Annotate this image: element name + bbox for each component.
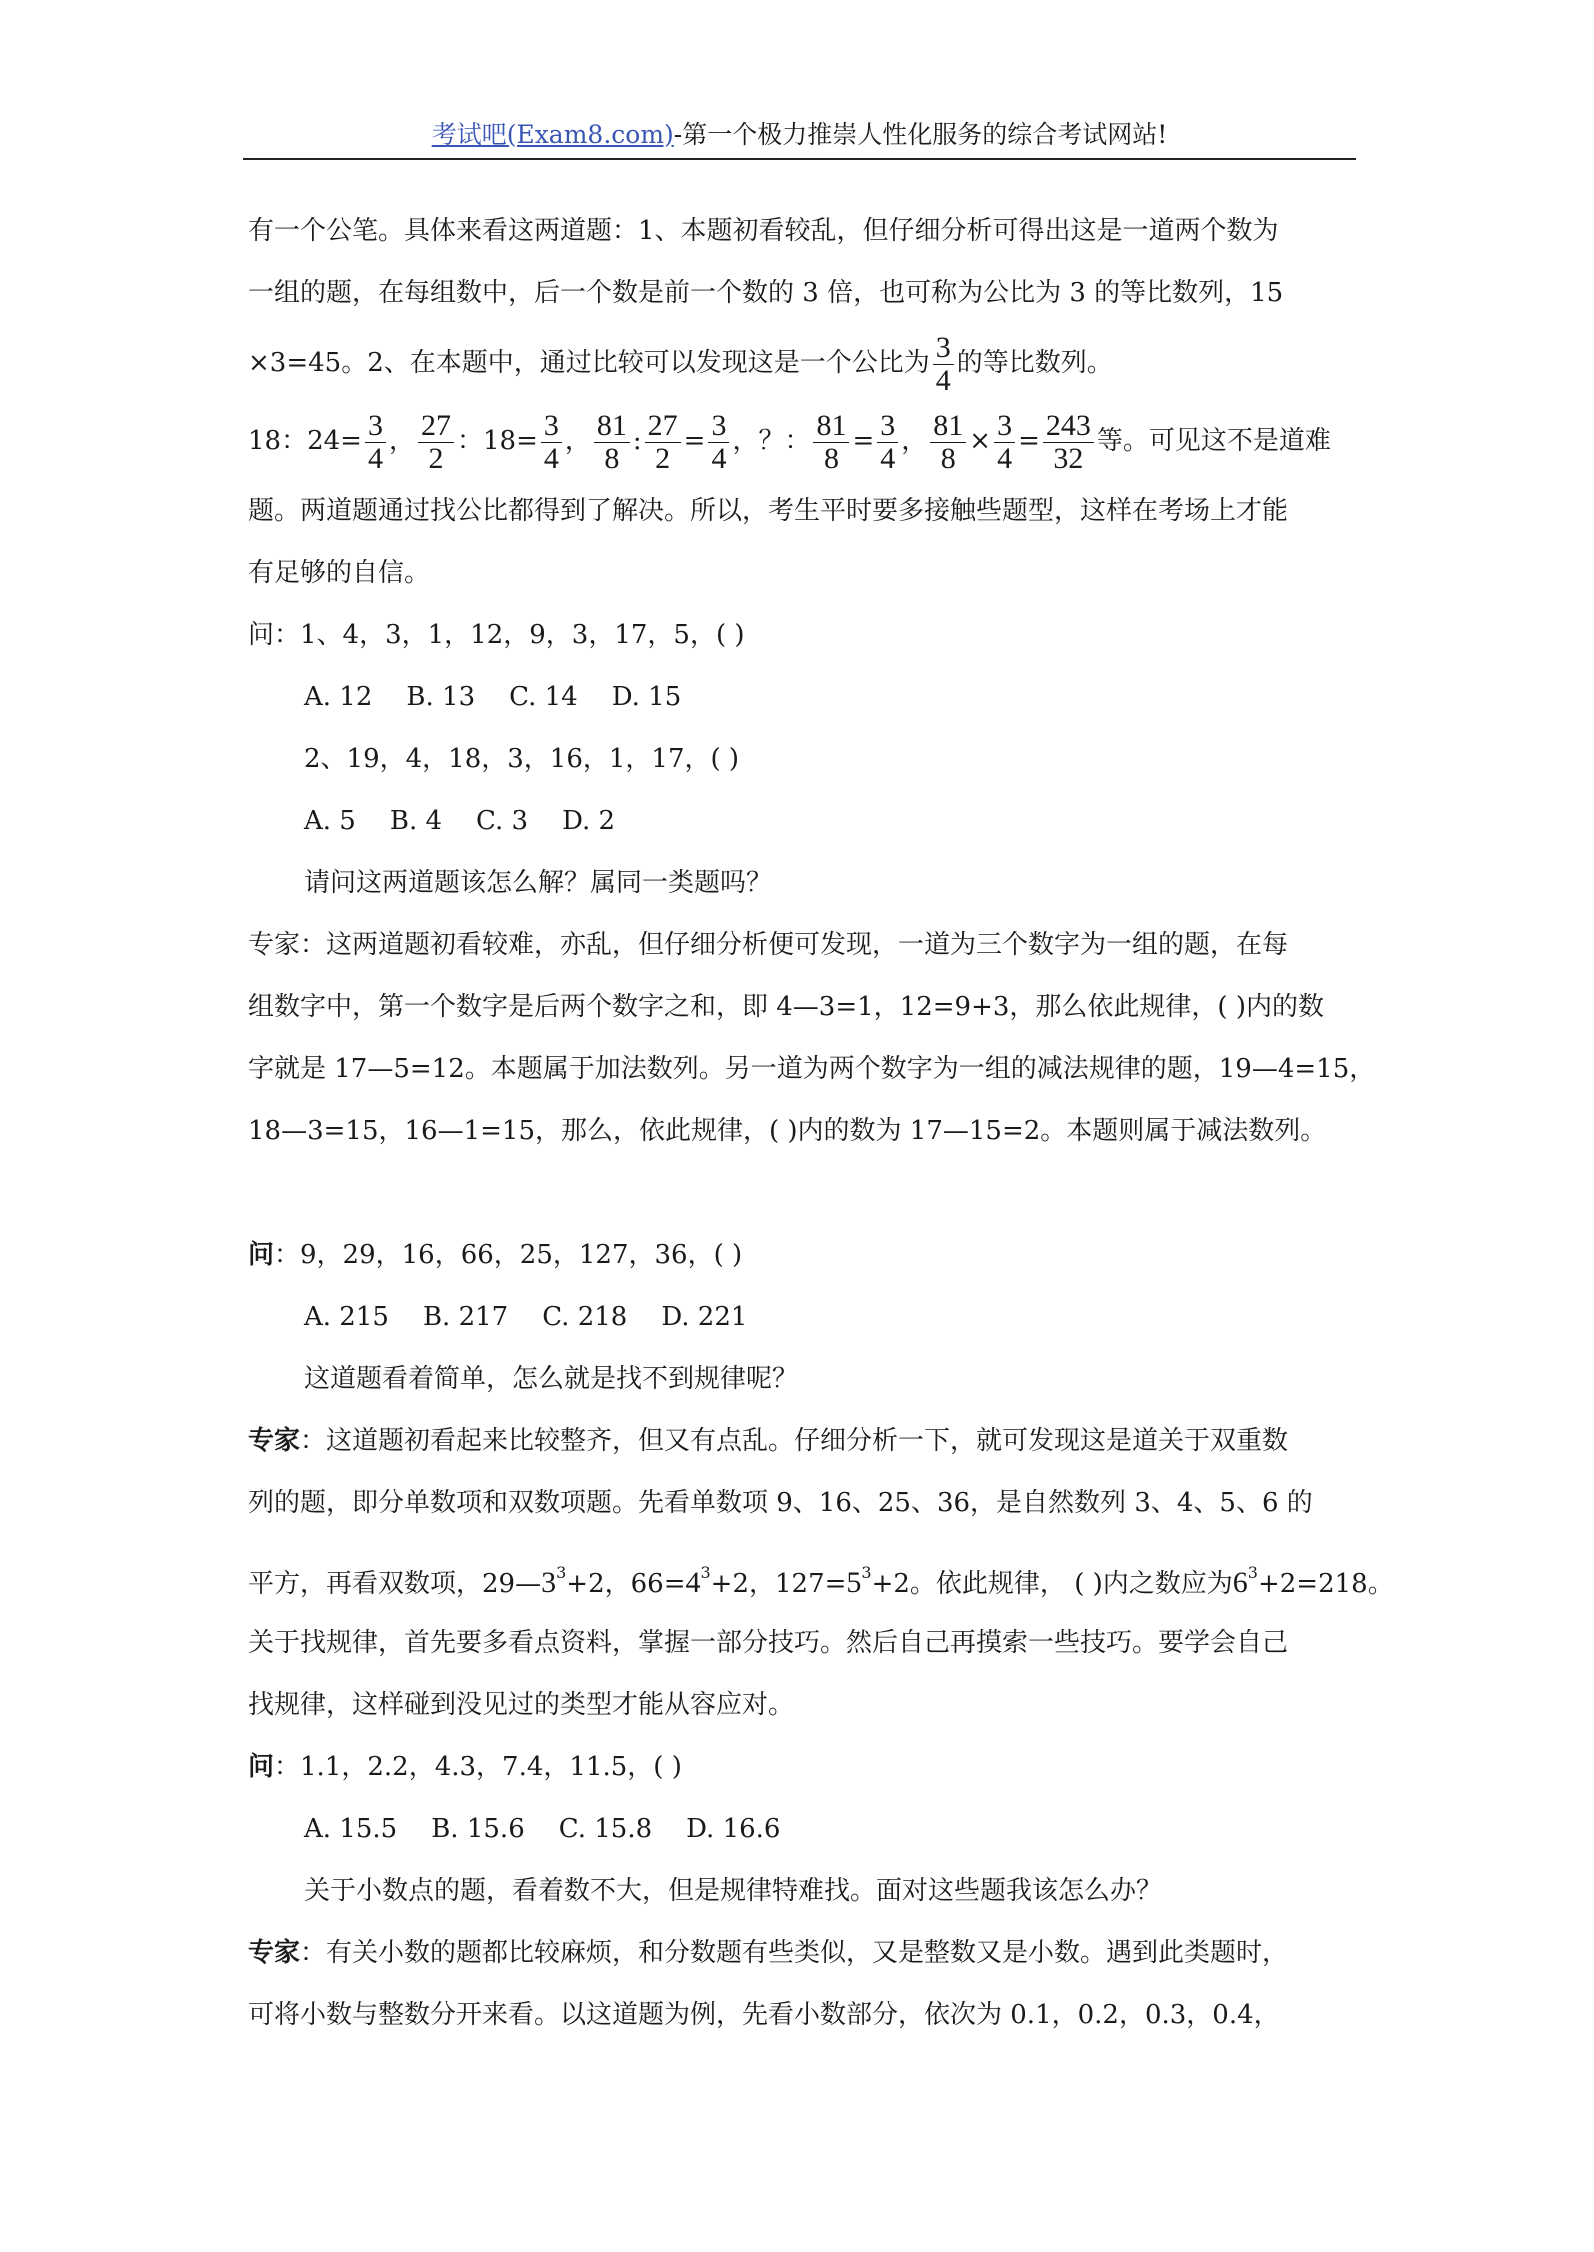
answer-line	[248, 1922, 1358, 1984]
fraction	[877, 410, 898, 475]
text-span: 等。可见这不是道难	[1096, 426, 1331, 456]
power-exponent: 3	[861, 1563, 872, 1582]
fraction-numerator: 243	[1043, 410, 1094, 443]
fraction-denominator: 8	[823, 441, 839, 475]
option-c: C. 3	[476, 806, 529, 836]
options-line	[248, 790, 1358, 852]
fraction-numerator: 81	[594, 410, 630, 443]
question-text: ：9，29，16，66，25，127，36，( )	[274, 1240, 743, 1270]
question-label: 问	[248, 1752, 275, 1782]
fraction-numerator: 81	[930, 410, 966, 443]
fraction-denominator: 8	[604, 441, 620, 475]
text-span: 平方，再看双数项，29—	[248, 1569, 542, 1599]
fraction-numerator: 3	[541, 410, 562, 443]
options-line	[248, 666, 1358, 728]
fraction-denominator: 8	[940, 441, 956, 475]
expert-label: 专家	[248, 1426, 301, 1456]
fraction-denominator: 4	[367, 441, 383, 475]
answer-line: 18—3=15，16—1=15，那么，依此规律，( )内的数为 17—15=2。本题则属于减法数列。	[248, 1116, 1327, 1146]
fraction	[813, 410, 849, 475]
page-header	[243, 118, 1356, 152]
answer-text: ：这道题初看起来比较整齐，但又有点乱。仔细分析一下，就可发现这是道关于双重数	[300, 1426, 1289, 1456]
option-c: C. 15.8	[558, 1814, 653, 1844]
fraction-numerator: 27	[418, 410, 454, 443]
answer-text: ：有关小数的题都比较麻烦，和分数题有些类似，又是整数又是小数。遇到此类题时，	[300, 1938, 1289, 1968]
question-line: 问：1、4，3，1，12，9，3，17，5，( )	[248, 620, 745, 650]
text-span: ：18=	[456, 426, 538, 456]
option-d: D. 16.6	[686, 1814, 781, 1844]
fraction	[933, 332, 954, 397]
answer-line: 专家：这两道题初看较难，亦乱，但仔细分析便可发现，一道为三个数字为一组的题，在每	[248, 930, 1289, 960]
fraction-denominator: 4	[997, 441, 1013, 475]
option-d: D. 15	[611, 682, 682, 712]
answer-line: 列的题，即分单数项和双数项题。先看单数项 9、16、25、36，是自然数列 3、4、5、6 的	[248, 1488, 1313, 1518]
fraction-denominator: 4	[935, 363, 951, 397]
text-span: ，？：	[732, 426, 811, 456]
answer-line	[248, 1410, 1358, 1472]
expert-label: 专家	[248, 1938, 301, 1968]
fraction-numerator: 3	[994, 410, 1015, 443]
document-body	[248, 200, 1394, 2046]
power-base: 4	[685, 1566, 701, 1599]
ask-line: 请问这两道题该怎么解？属同一类题吗？	[304, 868, 773, 898]
fraction	[1043, 410, 1094, 475]
fraction-denominator: 32	[1053, 441, 1084, 475]
fraction-numerator: 81	[813, 410, 849, 443]
answer-line: 关于找规律，首先要多看点资料，掌握一部分技巧。然后自己再摸索一些技巧。要学会自己	[248, 1628, 1289, 1658]
text-span: =	[852, 426, 875, 456]
ask-line: 关于小数点的题，看着数不大，但是规律特难找。面对这些题我该怎么办？	[304, 1876, 1163, 1906]
ask-line: 这道题看着简单，怎么就是找不到规律呢？	[304, 1364, 799, 1394]
answer-line: 可将小数与整数分开来看。以这道题为例，先看小数部分，依次为 0.1，0.2，0.3，0.4，	[248, 2000, 1280, 2030]
question-line: 2、19，4，18，3，16，1，17，( )	[304, 744, 740, 774]
fraction-denominator: 2	[655, 441, 671, 475]
option-c: C. 218	[542, 1302, 628, 1332]
text-span: =	[1018, 426, 1040, 456]
fraction-denominator: 4	[711, 441, 727, 475]
answer-line	[248, 1534, 1394, 1612]
option-b: B. 217	[422, 1302, 509, 1332]
answer-line: 字就是 17—5=12。本题属于加法数列。另一道为两个数字为一组的减法规律的题，19—4=15，	[248, 1054, 1376, 1084]
question-text: ：1.1，2.2，4.3，7.4，11.5，( )	[274, 1752, 682, 1782]
text-span: +2。依此规律， ( )内之数应为	[871, 1569, 1233, 1599]
text-line: 有足够的自信。	[248, 558, 431, 588]
text-line: 题。两道题通过找公比都得到了解决。所以，考生平时要多接触些题型，这样在考场上才能	[248, 496, 1289, 526]
text-span: ，	[388, 426, 415, 456]
text-span: :	[632, 426, 642, 456]
text-span: ，	[901, 426, 928, 456]
option-a: A. 5	[304, 806, 356, 836]
text-span: +2=218。	[1257, 1569, 1394, 1599]
fraction	[594, 410, 630, 475]
text-span: =	[683, 426, 706, 456]
options-line	[248, 1286, 1358, 1348]
text-span: ×	[969, 426, 992, 456]
text-line	[248, 324, 1358, 402]
question-line	[248, 1224, 1358, 1286]
fraction	[418, 410, 454, 475]
header-tagline: -第一个极力推崇人性化服务的综合考试网站!	[673, 120, 1168, 149]
fraction-numerator: 3	[365, 410, 386, 443]
power-base: 3	[541, 1566, 557, 1599]
fraction-denominator: 2	[428, 441, 444, 475]
spacer	[248, 1162, 1358, 1224]
options-line	[248, 1798, 1358, 1860]
power-exponent: 3	[700, 1563, 711, 1582]
fraction	[541, 410, 562, 475]
fraction-denominator: 4	[543, 441, 559, 475]
text-span: ×3=45。2、在本题中，通过比较可以发现这是一个公比为	[248, 348, 930, 378]
text-line: 一组的题，在每组数中，后一个数是前一个数的 3 倍，也可称为公比为 3 的等比数列，15	[248, 278, 1284, 308]
fraction	[708, 410, 729, 475]
text-span: 的等比数列。	[956, 348, 1113, 378]
text-span: 18：24=	[248, 426, 362, 456]
fraction	[994, 410, 1015, 475]
fraction-numerator: 3	[933, 332, 954, 365]
power-exponent: 3	[556, 1563, 567, 1582]
text-span: +2，66=	[566, 1569, 686, 1599]
fraction	[930, 410, 966, 475]
fraction-numerator: 27	[645, 410, 681, 443]
option-a: A. 215	[304, 1302, 389, 1332]
option-b: B. 15.6	[431, 1814, 525, 1844]
fraction	[365, 410, 386, 475]
option-d: D. 2	[562, 806, 616, 836]
fraction-numerator: 3	[708, 410, 729, 443]
site-link[interactable]: 考试吧(Exam8.com)	[431, 120, 674, 149]
fraction	[645, 410, 681, 475]
power-base: 6	[1232, 1566, 1248, 1599]
question-label: 问	[248, 1240, 275, 1270]
ratio-line	[248, 402, 1358, 480]
text-span: ，	[564, 426, 591, 456]
answer-line: 组数字中，第一个数字是后两个数字之和，即 4—3=1，12=9+3，那么依此规律，( )内的数	[248, 992, 1324, 1022]
power-base: 5	[846, 1566, 862, 1599]
text-line: 有一个公笔。具体来看这两道题：1、本题初看较乱，但仔细分析可得出这是一道两个数为	[248, 216, 1279, 246]
fraction-numerator: 3	[877, 410, 898, 443]
text-span: +2，127=	[710, 1569, 847, 1599]
option-a: A. 12	[304, 682, 373, 712]
question-line	[248, 1736, 1358, 1798]
option-b: B. 13	[406, 682, 476, 712]
power-exponent: 3	[1247, 1563, 1258, 1582]
option-a: A. 15.5	[304, 1814, 398, 1844]
option-c: C. 14	[509, 682, 578, 712]
header-rule	[243, 158, 1356, 160]
option-b: B. 4	[389, 806, 443, 836]
answer-line: 找规律，这样碰到没见过的类型才能从容应对。	[248, 1690, 795, 1720]
option-d: D. 221	[661, 1302, 748, 1332]
fraction-denominator: 4	[880, 441, 896, 475]
